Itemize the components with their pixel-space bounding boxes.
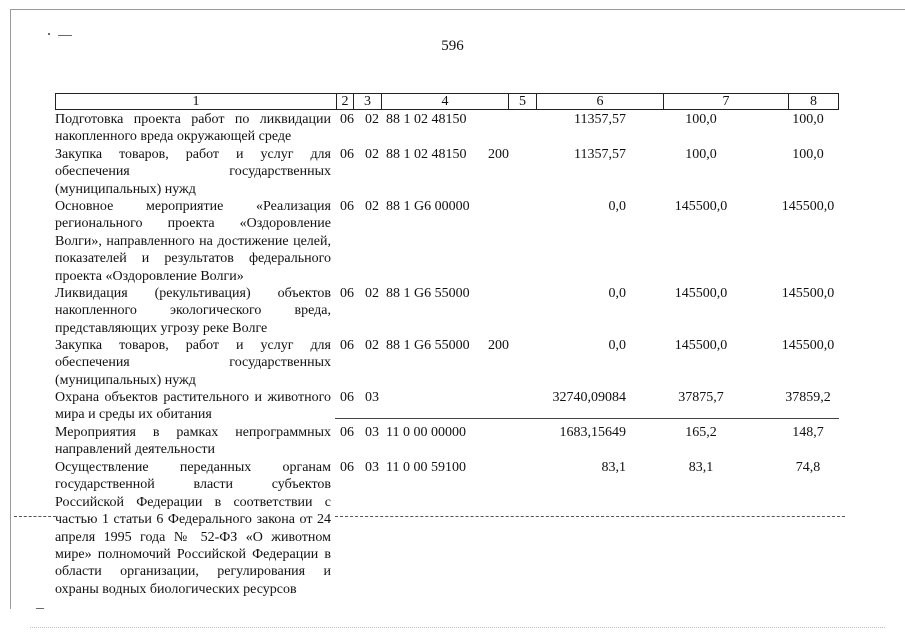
row-section: 06 [340,390,354,405]
row-subsection: 02 [365,199,379,214]
header-col-2: 2 [337,94,354,109]
header-col-5: 5 [509,94,537,109]
row-name: Подготовка проекта работ по ликвидации накопленного вреда окружающей среде [55,112,331,145]
scan-speck [58,35,72,36]
row-subsection: 03 [365,460,379,475]
row-value-col7: 165,2 [685,425,717,440]
header-col-6: 6 [537,94,664,109]
row-value-col8: 148,7 [792,425,824,440]
scan-edge-bottom [30,627,885,628]
row-value-col6: 1683,15649 [559,425,626,440]
row-target-article: 88 1 G6 55000 [386,338,470,353]
scan-edge-left [10,9,11,609]
row-name: Ликвидация (рекультивация) объектов накопленного экологического вреда, представляющих угрозу реке Волге [55,286,331,336]
row-value-col7: 145500,0 [674,199,728,214]
row-subsection: 02 [365,112,379,127]
row-target-article: 11 0 00 00000 [386,425,466,440]
row-value-col7: 145500,0 [674,286,728,301]
row-target-article: 88 1 G6 55000 [386,286,470,301]
row-value-col6: 0,0 [608,199,626,214]
row-name: Осуществление переданных органам государственной власти субъектов Российской Федерации в соответствии с частью 1 статьи 6 Федерального закона от 24 апреля 1995 года № 52-ФЗ «О животном мире» полномочий Российской Федерации в области организации, регулирования и охраны водных биологических ресурсов [55,460,331,597]
row-subsection: 03 [365,390,379,405]
row-section: 06 [340,147,354,162]
row-value-col6: 83,1 [601,460,626,475]
scan-edge-top [10,9,905,10]
row-section: 06 [340,338,354,353]
row-target-article: 11 0 00 59100 [386,460,466,475]
row-expense-type: 200 [488,147,509,162]
row-value-col6: 11357,57 [574,112,626,127]
row-target-article: 88 1 02 48150 [386,112,467,127]
section-separator-line [335,418,839,419]
row-value-col8: 145500,0 [781,338,835,353]
header-col-4: 4 [382,94,509,109]
header-col-1: 1 [55,94,337,109]
row-value-col6: 0,0 [608,286,626,301]
row-target-article: 88 1 G6 00000 [386,199,470,214]
header-col-3: 3 [354,94,382,109]
row-section: 06 [340,460,354,475]
row-name: Закупка товаров, работ и услуг для обеспечения государственных (муниципальных) нужд [55,147,331,197]
row-value-col8: 145500,0 [781,199,835,214]
scan-speck [36,608,44,609]
page-break-dashed-line [335,516,845,517]
row-section: 06 [340,425,354,440]
row-value-col6: 0,0 [608,338,626,353]
scan-speck [48,33,50,35]
row-section: 06 [340,112,354,127]
page-number: 596 [441,38,464,54]
row-value-col6: 11357,57 [574,147,626,162]
table-header [55,93,839,110]
row-name: Основное мероприятие «Реализация регионального проекта «Оздоровление Волги», направленного на достижение целей, показателей и результатов федерального проекта «Оздоровление Волги» [55,199,331,284]
row-subsection: 02 [365,147,379,162]
row-name: Закупка товаров, работ и услуг для обеспечения государственных (муниципальных) нужд [55,338,331,388]
row-subsection: 02 [365,338,379,353]
row-value-col8: 100,0 [792,147,824,162]
row-value-col8: 37859,2 [785,390,831,405]
row-value-col7: 100,0 [685,147,717,162]
row-subsection: 03 [365,425,379,440]
row-name: Охрана объектов растительного и животного мира и среды их обитания [55,390,331,423]
row-value-col8: 100,0 [792,112,824,127]
row-target-article: 88 1 02 48150 [386,147,467,162]
row-name: Мероприятия в рамках непрограммных направлений деятельности [55,425,331,458]
row-value-col7: 83,1 [688,460,714,475]
header-col-7: 7 [664,94,789,109]
row-value-col8: 74,8 [795,460,821,475]
row-section: 06 [340,199,354,214]
row-value-col7: 100,0 [685,112,717,127]
row-value-col6: 32740,09084 [552,390,626,405]
page-break-dashed-line [14,516,56,517]
row-subsection: 02 [365,286,379,301]
row-value-col7: 37875,7 [678,390,724,405]
row-expense-type: 200 [488,338,509,353]
row-section: 06 [340,286,354,301]
row-value-col7: 145500,0 [674,338,728,353]
row-value-col8: 145500,0 [781,286,835,301]
header-col-8: 8 [789,94,839,109]
